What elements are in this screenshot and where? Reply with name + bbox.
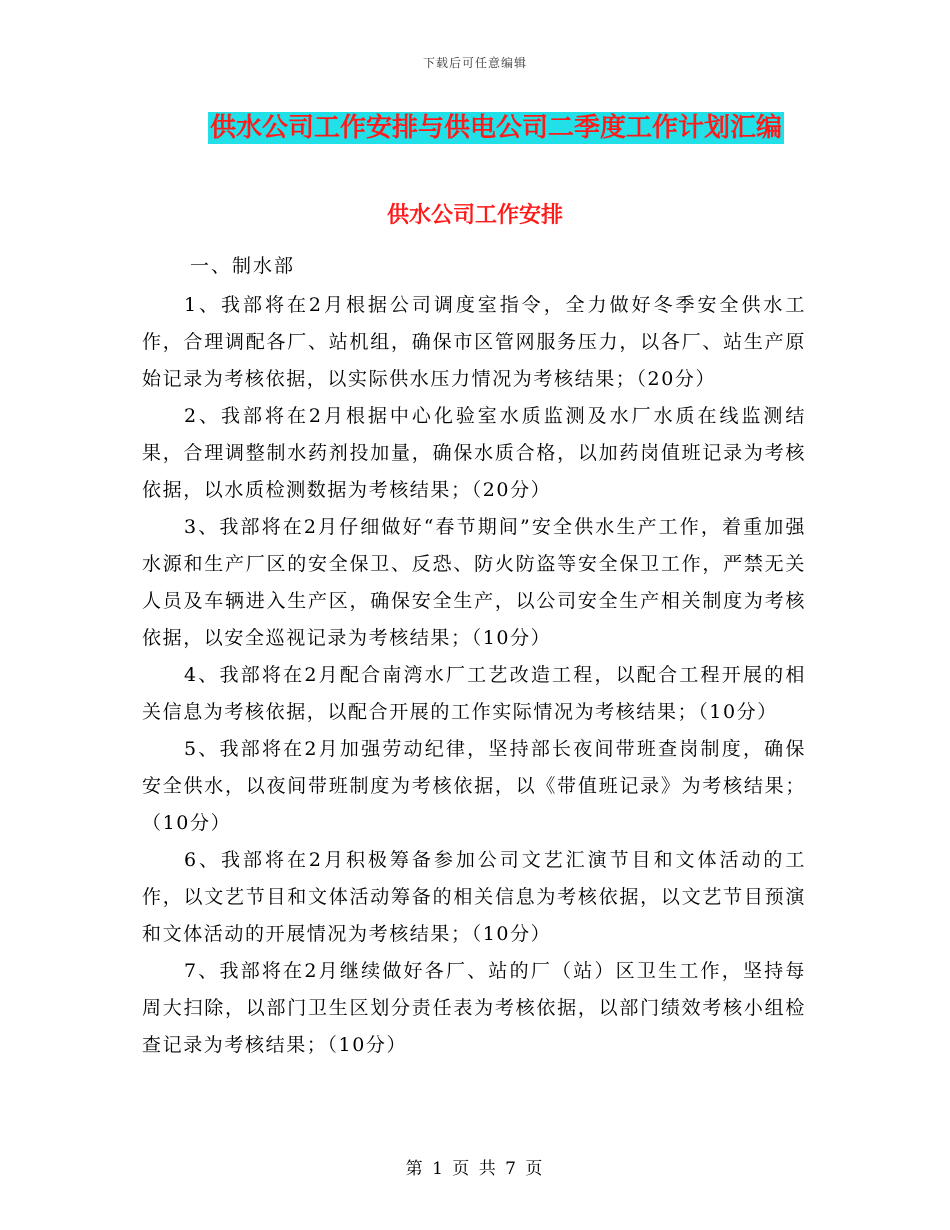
paragraph: 6、我部将在2月积极筹备参加公司文艺汇演节目和文体活动的工作，以文艺节目和文体活动筹备的相关信息为考核依据，以文艺节目预演和文体活动的开展情况为考核结果；（10分）: [142, 849, 806, 945]
paragraph: 4、我部将在2月配合南湾水厂工艺改造工程，以配合工程开展的相关信息为考核依据，以配合开展的工作实际情况为考核结果；（10分）: [142, 664, 806, 723]
section-title: 供水公司工作安排: [386, 203, 563, 228]
subheading: 一、制水部: [190, 255, 296, 277]
header-note: 下载后可任意编辑: [422, 56, 527, 70]
paragraph: 2、我部将在2月根据中心化验室水质监测及水厂水质在线监测结果，合理调整制水药剂投加量，确保水质合格，以加药岗值班记录为考核依据，以水质检测数据为考核结果；（20分）: [142, 405, 806, 501]
body-text: [142, 287, 806, 1064]
paragraph: 5、我部将在2月加强劳动纪律，坚持部长夜间带班查岗制度，确保安全供水，以夜间带班制度为考核依据，以《带值班记录》为考核结果；（10分）: [142, 738, 806, 834]
paragraph: 7、我部将在2月继续做好各厂、站的厂（站）区卫生工作，坚持每周大扫除，以部门卫生区划分责任表为考核依据，以部门绩效考核小组检查记录为考核结果；（10分）: [142, 960, 806, 1056]
paragraph: 3、我部将在2月仔细做好“春节期间”安全供水生产工作，着重加强水源和生产厂区的安全保卫、反恐、防火防盗等安全保卫工作，严禁无关人员及车辆进入生产区，确保安全生产，以公司安全生产相关制度为考核依据，以安全巡视记录为考核结果；（10分）: [142, 516, 806, 649]
main-title-wrapper: [208, 112, 784, 144]
paragraph: 1、我部将在2月根据公司调度室指令，全力做好冬季安全供水工作，合理调配各厂、站机组，确保市区管网服务压力，以各厂、站生产原始记录为考核依据，以实际供水压力情况为考核结果；（20分）: [142, 294, 806, 390]
page-indicator: 第 1 页 共 7 页: [405, 1159, 545, 1179]
main-title: 供水公司工作安排与供电公司二季度工作计划汇编: [210, 113, 783, 143]
